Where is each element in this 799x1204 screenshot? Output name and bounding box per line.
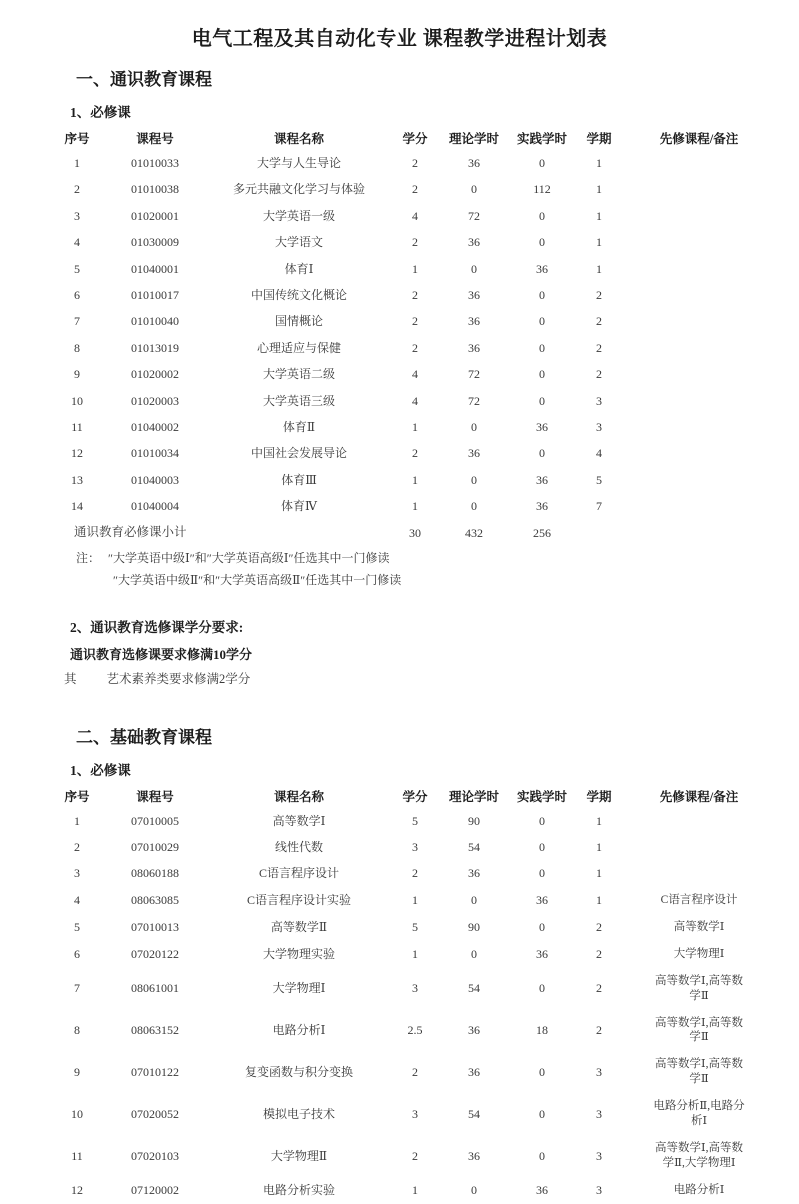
course-cell: 2 xyxy=(412,340,418,355)
course-cell: 大学物理Ⅱ xyxy=(270,1148,328,1163)
course-cell: 心理适应与保健 xyxy=(256,340,341,355)
course-cell: 10 xyxy=(71,393,83,408)
course-cell: 0 xyxy=(539,446,545,461)
course-cell: 01020002 xyxy=(131,367,179,382)
course-cell: 大学物理实验 xyxy=(262,946,335,961)
page-title: 电气工程及其自动化专业 课程教学进程计划表 xyxy=(191,28,608,50)
course-cell xyxy=(622,335,776,361)
course-cell: 36 xyxy=(468,314,480,329)
general-education-required-table xyxy=(52,126,776,546)
course-cell: 01010038 xyxy=(131,182,179,197)
course-cell: 大学与人生导论 xyxy=(256,156,341,170)
course-cell: 大学物理Ⅰ xyxy=(272,981,326,996)
course-row xyxy=(52,440,776,466)
column-header-course-name: 课程名称 xyxy=(273,789,324,804)
course-cell: C语言程序设计实验 xyxy=(246,893,351,908)
course-cell: 07010013 xyxy=(131,920,179,935)
note-line-2: ″大学英语中级Ⅱ″和″大学英语高级Ⅱ″任选其中一门修读 xyxy=(113,573,402,588)
course-cell: 2 xyxy=(596,1023,602,1038)
section2-heading: 二、基础教育课程 xyxy=(76,727,212,747)
course-row xyxy=(52,968,776,1010)
course-cell: 0 xyxy=(471,893,477,908)
course-cell: 54 xyxy=(468,840,480,855)
course-cell: 2 xyxy=(412,235,418,250)
course-cell: 8 xyxy=(74,1023,80,1038)
course-row xyxy=(52,1135,776,1177)
course-cell: 0 xyxy=(539,813,545,828)
course-cell: 3 xyxy=(596,1148,602,1163)
course-cell: 2 xyxy=(596,946,602,961)
course-cell: 12 xyxy=(71,1183,83,1198)
course-cell xyxy=(622,203,776,229)
course-cell: 36 xyxy=(468,1023,480,1038)
course-cell: 1 xyxy=(596,156,602,170)
course-cell: 3 xyxy=(74,866,80,881)
course-cell: 2 xyxy=(412,1148,418,1163)
column-header-theory-hours: 理论学时 xyxy=(448,132,499,146)
course-cell: 07010122 xyxy=(131,1065,179,1080)
course-cell: 2 xyxy=(412,182,418,197)
course-row xyxy=(52,282,776,308)
course-cell: 7 xyxy=(74,981,80,996)
elective-art-requirement: 艺术素养类要求修满2学分 xyxy=(106,671,251,686)
course-cell: 2 xyxy=(412,287,418,302)
course-cell: 1 xyxy=(412,261,418,276)
course-cell: 54 xyxy=(468,981,480,996)
course-cell: 3 xyxy=(596,1183,602,1198)
course-cell: 6 xyxy=(74,287,80,302)
course-cell: 7 xyxy=(74,314,80,329)
course-cell: 0 xyxy=(471,499,477,514)
course-cell: 36 xyxy=(468,866,480,881)
table-header-row xyxy=(52,126,776,150)
course-cell: 线性代数 xyxy=(274,840,323,855)
course-cell: 36 xyxy=(468,446,480,461)
course-row xyxy=(52,176,776,202)
course-cell: 复变函数与积分变换 xyxy=(244,1065,353,1080)
course-row xyxy=(52,203,776,229)
course-cell: 4 xyxy=(596,446,602,461)
course-cell: 36 xyxy=(468,1148,480,1163)
column-header-credits: 学分 xyxy=(402,132,428,146)
course-cell: 2 xyxy=(596,340,602,355)
course-cell: 2 xyxy=(412,156,418,170)
course-cell: 07010005 xyxy=(131,813,179,828)
course-cell: 08063085 xyxy=(131,893,179,908)
course-row xyxy=(52,256,776,282)
course-cell: 5 xyxy=(74,261,80,276)
course-cell: 0 xyxy=(471,472,477,487)
course-cell xyxy=(622,282,776,308)
course-cell: 0 xyxy=(539,1107,545,1121)
note-line-1 xyxy=(76,548,799,570)
subtotal-row xyxy=(52,519,776,546)
course-cell xyxy=(622,440,776,466)
course-cell: 国情概论 xyxy=(274,314,323,329)
course-cell: 07020103 xyxy=(131,1148,179,1163)
course-row xyxy=(52,229,776,255)
basic-education-required-table xyxy=(52,784,776,1204)
course-cell: 0 xyxy=(539,981,545,996)
course-cell: 1 xyxy=(596,235,602,250)
course-cell: 2 xyxy=(596,981,602,996)
course-row xyxy=(52,414,776,440)
course-cell: 2 xyxy=(74,840,80,855)
course-cell: 1 xyxy=(596,866,602,881)
column-header-index: 序号 xyxy=(64,789,90,804)
course-cell: 大学语文 xyxy=(274,235,323,250)
course-row xyxy=(52,1177,776,1204)
course-cell: 2 xyxy=(74,182,80,197)
course-cell: 36 xyxy=(468,156,480,170)
course-cell: 36 xyxy=(536,261,548,276)
course-cell: 14 xyxy=(71,499,83,514)
course-cell: 36 xyxy=(536,499,548,514)
course-cell: 2 xyxy=(596,314,602,329)
course-row xyxy=(52,860,776,886)
elective-total-requirement: 通识教育选修课要求修满10学分 xyxy=(70,646,253,662)
course-cell: 0 xyxy=(539,393,545,408)
course-cell: 4 xyxy=(412,208,418,223)
course-cell: 2.5 xyxy=(407,1023,423,1038)
course-cell: C语言程序设计 xyxy=(258,866,339,881)
course-row xyxy=(52,150,776,176)
course-cell: 1 xyxy=(74,156,80,170)
course-cell: 高等数学Ⅰ,高等数学Ⅱ xyxy=(655,1058,743,1086)
course-cell: 6 xyxy=(74,946,80,961)
course-cell: 9 xyxy=(74,1065,80,1080)
course-cell: 08060188 xyxy=(131,866,179,881)
course-cell: 电路分析Ⅰ xyxy=(272,1023,326,1038)
course-cell: 0 xyxy=(471,182,477,197)
course-cell: 电路分析Ⅱ,电路分析Ⅰ xyxy=(653,1100,745,1128)
course-cell: 01010017 xyxy=(131,287,179,302)
course-cell: 0 xyxy=(539,1065,545,1080)
subtotal-label: 通识教育必修课小计 xyxy=(74,525,187,540)
course-cell: 电路分析Ⅰ xyxy=(673,1184,725,1197)
course-cell: 1 xyxy=(412,472,418,487)
course-cell: 1 xyxy=(596,182,602,197)
course-row xyxy=(52,914,776,941)
course-row xyxy=(52,308,776,334)
table-notes xyxy=(76,548,799,591)
course-cell: 1 xyxy=(412,419,418,434)
section1-required-heading: 1、必修课 xyxy=(70,105,131,120)
course-cell: 3 xyxy=(596,1107,602,1121)
column-header-course-code: 课程号 xyxy=(136,789,174,804)
section1-elective-heading: 2、通识教育选修课学分要求: xyxy=(70,619,244,635)
course-cell xyxy=(622,150,776,176)
column-header-practice-hours: 实践学时 xyxy=(516,132,567,146)
column-header-credits: 学分 xyxy=(402,789,428,804)
course-cell: 01040003 xyxy=(131,472,179,487)
course-row xyxy=(52,493,776,519)
course-cell: 90 xyxy=(468,920,480,935)
course-cell: 中国社会发展导论 xyxy=(250,446,347,461)
course-row xyxy=(52,467,776,493)
course-cell: 10 xyxy=(71,1107,83,1121)
course-cell: 5 xyxy=(412,813,418,828)
course-cell: 高等数学Ⅰ xyxy=(673,920,725,933)
course-cell xyxy=(622,229,776,255)
course-cell: 体育Ⅲ xyxy=(281,472,317,487)
course-cell: 07020052 xyxy=(131,1107,179,1121)
course-cell: 0 xyxy=(471,946,477,961)
course-cell: 4 xyxy=(412,367,418,382)
subtotal-theory-hours: 432 xyxy=(465,525,483,540)
course-cell: 3 xyxy=(74,208,80,223)
course-cell: 01010033 xyxy=(131,156,179,170)
section2-required-heading: 1、必修课 xyxy=(70,762,131,778)
course-cell: 0 xyxy=(471,419,477,434)
course-cell: 3 xyxy=(596,393,602,408)
table-header-row xyxy=(52,784,776,808)
course-cell: 1 xyxy=(412,946,418,961)
course-cell: 0 xyxy=(539,367,545,382)
course-cell: 01013019 xyxy=(131,340,179,355)
course-cell: 36 xyxy=(536,472,548,487)
column-header-prerequisite-remark: 先修课程/备注 xyxy=(659,789,739,804)
note-label: 注： xyxy=(76,551,101,566)
course-row xyxy=(52,834,776,860)
course-cell: 0 xyxy=(539,840,545,855)
course-cell: 5 xyxy=(74,920,80,935)
course-cell: 3 xyxy=(412,840,418,855)
course-cell xyxy=(622,467,776,493)
course-row xyxy=(52,1010,776,1052)
course-cell xyxy=(622,388,776,414)
course-cell: 0 xyxy=(539,156,545,170)
course-cell: 54 xyxy=(468,1107,480,1121)
course-cell: 4 xyxy=(74,893,80,908)
elective-sub-label: 其 xyxy=(64,671,77,686)
subtotal-credits: 30 xyxy=(409,525,421,540)
course-cell: 0 xyxy=(539,866,545,881)
column-header-course-name: 课程名称 xyxy=(273,132,324,146)
course-cell: 01040001 xyxy=(131,261,179,276)
course-cell: 07020122 xyxy=(131,946,179,961)
course-cell: 3 xyxy=(596,1065,602,1080)
course-cell: 112 xyxy=(533,182,551,197)
course-cell: 1 xyxy=(596,893,602,908)
course-row xyxy=(52,1093,776,1135)
course-cell: 08061001 xyxy=(131,981,179,996)
column-header-semester: 学期 xyxy=(586,789,612,804)
course-cell: 4 xyxy=(74,235,80,250)
column-header-course-code: 课程号 xyxy=(136,132,174,146)
course-cell: 多元共融文化学习与体验 xyxy=(232,182,365,197)
course-cell: 模拟电子技术 xyxy=(262,1107,335,1121)
course-cell xyxy=(622,361,776,387)
course-cell: 1 xyxy=(596,813,602,828)
course-cell: 大学物理Ⅰ xyxy=(673,947,725,960)
course-cell: 90 xyxy=(468,813,480,828)
course-cell: 13 xyxy=(71,472,83,487)
course-cell: 1 xyxy=(596,261,602,276)
course-cell: 36 xyxy=(468,235,480,250)
course-cell: 中国传统文化概论 xyxy=(250,287,347,302)
course-cell: 36 xyxy=(468,1065,480,1080)
course-cell xyxy=(622,493,776,519)
subtotal-practice-hours: 256 xyxy=(533,525,551,540)
note-text-1: ″大学英语中级Ⅰ″和″大学英语高级Ⅰ″任选其中一门修读 xyxy=(108,551,390,566)
course-cell: 2 xyxy=(596,920,602,935)
course-cell: 体育Ⅰ xyxy=(284,261,314,276)
course-cell: 36 xyxy=(536,893,548,908)
section1-heading: 一、通识教育课程 xyxy=(76,70,212,89)
course-cell: 72 xyxy=(468,393,480,408)
course-cell: 07010029 xyxy=(131,840,179,855)
course-cell: 2 xyxy=(596,287,602,302)
course-cell: C语言程序设计 xyxy=(660,893,738,906)
course-cell: 高等数学Ⅰ,高等数学Ⅱ xyxy=(655,1016,743,1044)
course-cell: 01010034 xyxy=(131,446,179,461)
course-cell: 08063152 xyxy=(131,1023,179,1038)
course-row xyxy=(52,808,776,834)
course-cell: 2 xyxy=(412,446,418,461)
course-cell: 0 xyxy=(539,920,545,935)
course-row xyxy=(52,361,776,387)
course-cell: 大学英语二级 xyxy=(262,367,335,382)
course-cell: 0 xyxy=(539,235,545,250)
course-cell: 01040002 xyxy=(131,419,179,434)
course-cell: 2 xyxy=(412,866,418,881)
course-cell: 1 xyxy=(596,208,602,223)
course-cell: 2 xyxy=(596,367,602,382)
course-cell: 3 xyxy=(412,981,418,996)
course-cell: 1 xyxy=(412,499,418,514)
course-cell: 01020003 xyxy=(131,393,179,408)
course-cell: 11 xyxy=(71,1148,83,1163)
course-cell: 高等数学Ⅰ,高等数学Ⅱ,大学物理Ⅰ xyxy=(655,1142,743,1170)
course-cell: 11 xyxy=(71,419,83,434)
course-cell: 18 xyxy=(536,1023,548,1038)
course-cell: 72 xyxy=(468,208,480,223)
course-cell: 高等数学Ⅰ xyxy=(272,813,326,828)
course-row xyxy=(52,335,776,361)
course-cell: 07120002 xyxy=(131,1183,179,1198)
course-cell: 5 xyxy=(412,920,418,935)
course-cell: 0 xyxy=(539,340,545,355)
course-cell: 36 xyxy=(536,946,548,961)
course-cell: 高等数学Ⅱ xyxy=(270,920,328,935)
course-cell: 01020001 xyxy=(131,208,179,223)
course-cell: 0 xyxy=(539,208,545,223)
column-header-theory-hours: 理论学时 xyxy=(448,789,499,804)
course-cell: 01030009 xyxy=(131,235,179,250)
course-cell: 36 xyxy=(468,340,480,355)
course-cell: 体育Ⅳ xyxy=(281,499,317,514)
course-cell xyxy=(622,414,776,440)
course-cell: 2 xyxy=(412,1065,418,1080)
course-cell: 01010040 xyxy=(131,314,179,329)
course-row xyxy=(52,388,776,414)
course-cell: 01040004 xyxy=(131,499,179,514)
course-cell: 1 xyxy=(596,840,602,855)
course-cell: 电路分析实验 xyxy=(262,1183,335,1198)
course-cell: 72 xyxy=(468,367,480,382)
course-cell: 36 xyxy=(536,1183,548,1198)
course-cell: 0 xyxy=(471,1183,477,1198)
course-cell: 体育Ⅱ xyxy=(282,419,316,434)
column-header-semester: 学期 xyxy=(586,132,612,146)
course-cell xyxy=(622,176,776,202)
course-cell: 36 xyxy=(536,419,548,434)
course-cell: 36 xyxy=(468,287,480,302)
course-cell: 0 xyxy=(539,314,545,329)
course-cell xyxy=(622,808,776,834)
course-cell: 1 xyxy=(74,813,80,828)
column-header-index: 序号 xyxy=(64,132,90,146)
column-header-practice-hours: 实践学时 xyxy=(516,789,567,804)
course-cell: 0 xyxy=(539,287,545,302)
course-cell: 1 xyxy=(412,893,418,908)
course-cell: 3 xyxy=(596,419,602,434)
course-cell: 1 xyxy=(412,1183,418,1198)
course-cell: 4 xyxy=(412,393,418,408)
course-cell: 大学英语三级 xyxy=(262,393,335,408)
course-cell: 2 xyxy=(412,314,418,329)
course-cell xyxy=(622,256,776,282)
course-row xyxy=(52,887,776,914)
course-row xyxy=(52,1051,776,1093)
course-cell: 8 xyxy=(74,340,80,355)
course-cell xyxy=(622,834,776,860)
course-cell xyxy=(622,308,776,334)
elective-art-requirement-line xyxy=(64,669,799,687)
course-cell: 0 xyxy=(539,1148,545,1163)
course-cell: 5 xyxy=(596,472,602,487)
course-cell xyxy=(622,860,776,886)
course-cell: 7 xyxy=(596,499,602,514)
course-cell: 12 xyxy=(71,446,83,461)
course-cell: 9 xyxy=(74,367,80,382)
course-cell: 高等数学Ⅰ,高等数学Ⅱ xyxy=(655,974,743,1002)
column-header-prerequisite-remark: 先修课程/备注 xyxy=(659,132,739,146)
course-row xyxy=(52,941,776,968)
course-cell: 0 xyxy=(471,261,477,276)
course-cell: 3 xyxy=(412,1107,418,1121)
course-cell: 大学英语一级 xyxy=(262,208,335,223)
